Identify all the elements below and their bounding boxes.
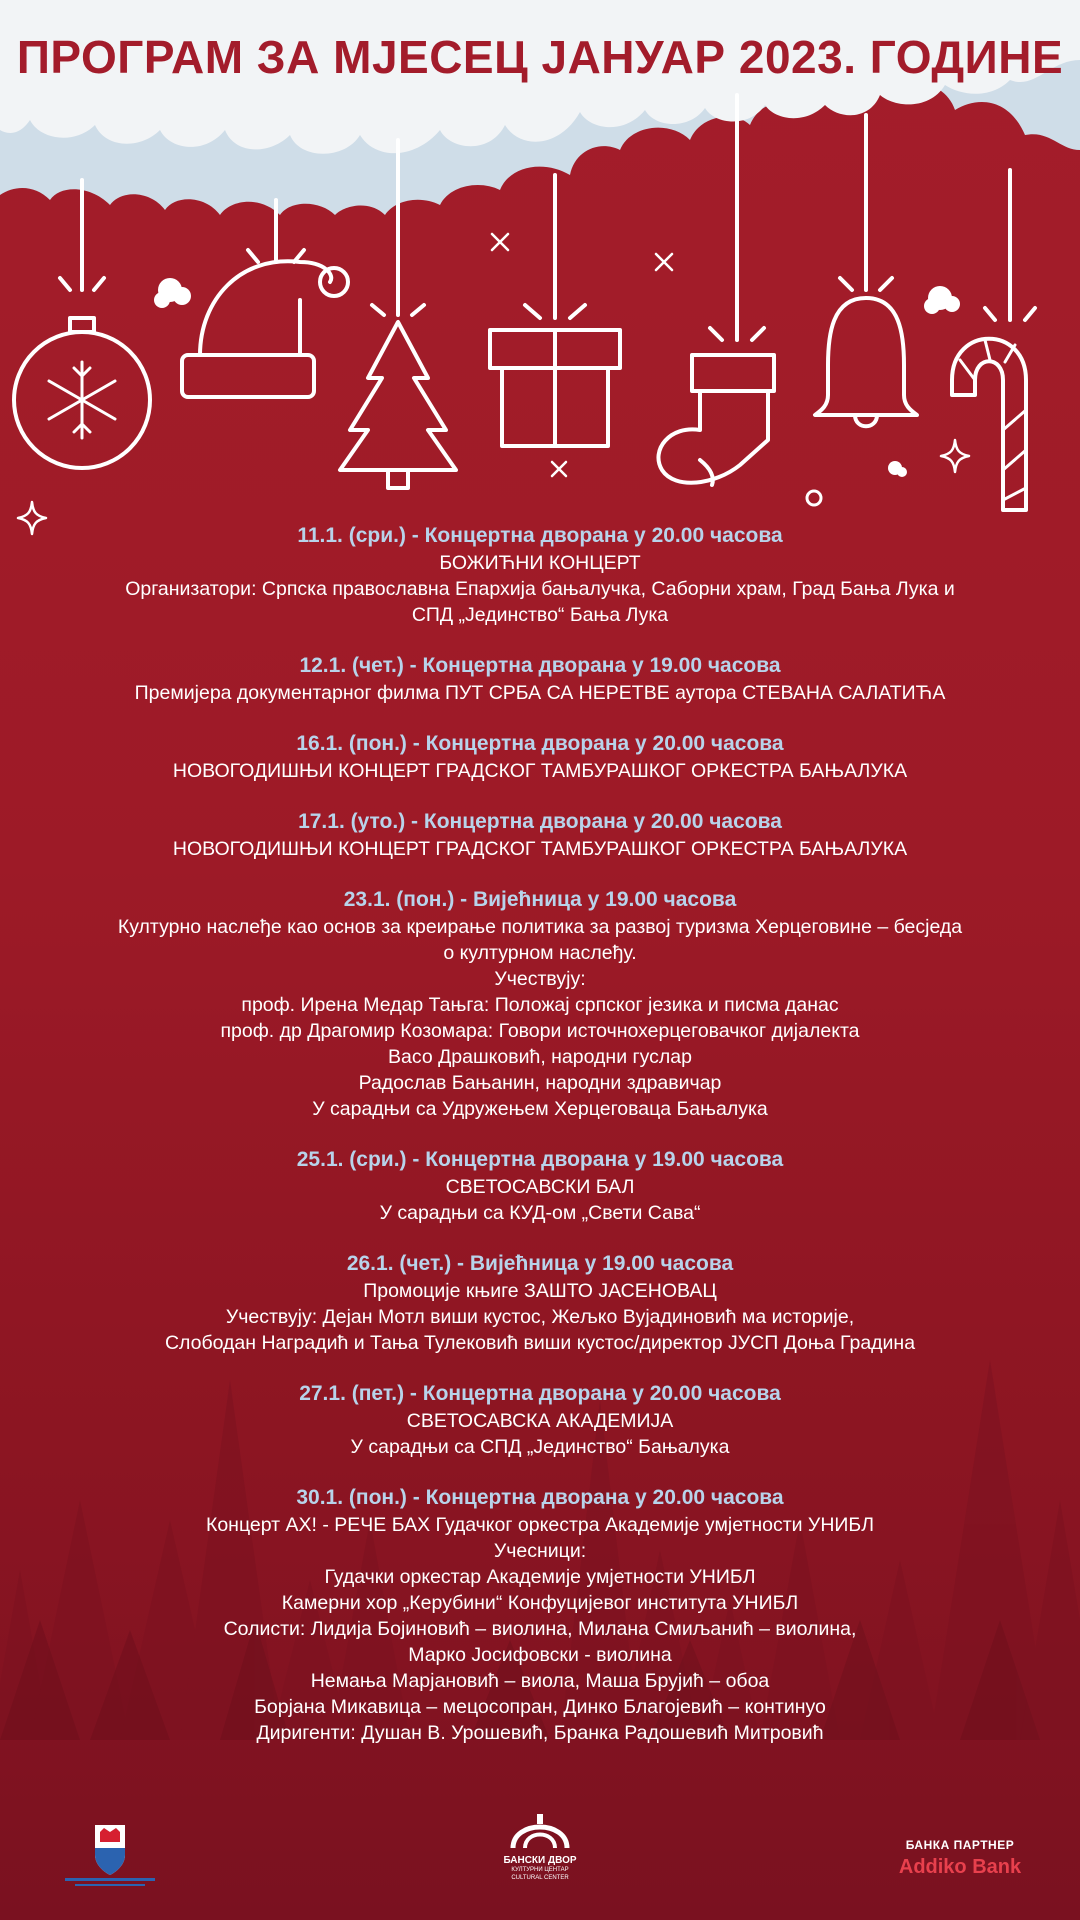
banski-dvor-logo (490, 1810, 590, 1900)
event-detail: Учествују: (494, 968, 586, 990)
event-heading: 17.1. (уто.) - Концертна дворана у 20.00 часова (298, 810, 782, 833)
christmas-tree-icon (340, 140, 456, 488)
event-detail: Васо Драшковић, народни гуслар (388, 1046, 692, 1068)
event-detail: Борјана Микавица – мецосопран, Динко Благојевић – континуо (254, 1696, 826, 1718)
event-detail: Слободан Наградић и Тања Тулековић виши кустос/директор ЈУСП Доња Градина (164, 1332, 916, 1354)
event-detail: Марко Јосифовски - виолина (408, 1644, 672, 1666)
event-detail: Учесници: (493, 1540, 587, 1562)
event-detail: НОВОГОДИШЊИ КОНЦЕРТ ГРАДСКОГ ТАМБУРАШКОГ ОРКЕСТРА БАЊАЛУКА (172, 838, 908, 860)
event-item (40, 522, 1040, 628)
candy-cane-icon (952, 170, 1035, 510)
ornaments-decoration (0, 0, 1080, 540)
event-heading: 11.1. (сри.) - Концертна дворана у 20.00 часова (297, 524, 783, 547)
event-detail: проф. др Драгомир Козомара: Говори источнохерцеговачког дијалекта (220, 1020, 860, 1042)
event-detail: Учествују: Дејан Мотл виши кустос, Жељко Вујадиновић ма историје, (225, 1306, 855, 1328)
event-detail: Премијера документарног филма ПУТ СРБА СА НЕРЕТВЕ аутора СТЕВАНА САЛАТИЋА (134, 682, 946, 704)
event-detail: У сарадњи са СПД „Јединство“ Бањалука (350, 1436, 730, 1458)
event-detail: СВЕТОСАВСКИ БАЛ (445, 1176, 635, 1198)
event-detail: проф. Ирена Медар Тањга: Положај српског језика и писма данас (241, 994, 839, 1016)
event-heading: 30.1. (пон.) - Концертна дворана у 20.00 часова (296, 1486, 784, 1509)
city-logo (60, 1820, 160, 1890)
bell-icon (815, 115, 917, 426)
banski-dvor-name: БАНСКИ ДВОР (503, 1855, 577, 1866)
event-detail: Културно наслеђе као основ за креирање политика за развој туризма Херцеговине – бесједа (117, 916, 963, 938)
event-detail: У сарадњи са КУД-ом „Свети Сава“ (379, 1202, 701, 1224)
event-item (40, 886, 1040, 1122)
event-detail: БОЖИЋНИ КОНЦЕРТ (439, 552, 641, 574)
event-heading: 23.1. (пон.) - Вијећница у 19.00 часова (343, 888, 737, 911)
event-item (40, 652, 1040, 706)
event-detail: СПД „Јединство“ Бања Лука (411, 604, 669, 626)
program-list (40, 522, 1040, 1770)
event-item (40, 1250, 1040, 1356)
event-detail: Немања Марјановић – виола, Маша Брујић – обоа (310, 1670, 770, 1692)
event-detail: У сарадњи са Удружењем Херцеговаца Бањалука (312, 1098, 768, 1120)
event-detail: Солисти: Лидија Бојиновић – виолина, Милана Смиљанић – виолина, (223, 1618, 857, 1640)
stocking-icon (658, 95, 774, 485)
event-heading: 26.1. (чет.) - Вијећница у 19.00 часова (346, 1252, 734, 1275)
santa-hat-icon (182, 200, 348, 397)
event-detail: Камерни хор „Керубини“ Конфуцијевог института УНИБЛ (281, 1592, 799, 1614)
event-detail: Радослав Бањанин, народни здравичар (358, 1072, 722, 1094)
event-item (40, 1484, 1040, 1746)
banski-dvor-sub2: CULTURAL CENTER (511, 1875, 569, 1881)
bank-name: Addiko Bank (898, 1856, 1022, 1878)
event-detail: НОВОГОДИШЊИ КОНЦЕРТ ГРАДСКОГ ТАМБУРАШКОГ ОРКЕСТРА БАЊАЛУКА (172, 760, 908, 782)
bank-partner (880, 1838, 1040, 1879)
event-heading: 25.1. (сри.) - Концертна дворана у 19.00 часова (296, 1148, 784, 1171)
event-heading: 16.1. (пон.) - Концертна дворана у 20.00 часова (296, 732, 784, 755)
event-detail: Концерт АХ! - РЕЧЕ БАХ Гудачког оркестра Академије умјетности УНИБЛ (205, 1514, 875, 1536)
event-heading: 12.1. (чет.) - Концертна дворана у 19.00 часова (299, 654, 781, 677)
event-heading: 27.1. (пет.) - Концертна дворана у 20.00 часова (299, 1382, 781, 1405)
event-detail: Организатори: Српска православна Епархија бањалучка, Саборни храм, Град Бања Лука и (125, 578, 955, 600)
event-item (40, 1380, 1040, 1460)
event-item (40, 808, 1040, 862)
bank-partner-label: БАНКА ПАРТНЕР (905, 1838, 1015, 1852)
banski-dvor-icon (505, 1810, 575, 1850)
page-title: ПРОГРАМ ЗА МЈЕСЕЦ ЈАНУАР 2023. ГОДИНЕ (16, 31, 1064, 83)
bauble-icon (14, 180, 150, 468)
footer (0, 1800, 1080, 1900)
event-detail: о културном наслеђу. (443, 942, 637, 964)
event-detail: Промоције књиге ЗАШТО ЈАСЕНОВАЦ (363, 1280, 717, 1302)
gift-box-icon (490, 175, 620, 446)
event-detail: СВЕТОСАВСКА АКАДЕМИЈА (406, 1410, 674, 1432)
event-item (40, 730, 1040, 784)
event-item (40, 1146, 1040, 1226)
banski-dvor-sub1: КУЛТУРНИ ЦЕНТАР (511, 1867, 569, 1873)
event-detail: Диригенти: Душан В. Урошевић, Бранка Радошевић Митровић (256, 1722, 824, 1744)
event-detail: Гудачки оркестар Академије умјетности УНИБЛ (324, 1566, 756, 1588)
